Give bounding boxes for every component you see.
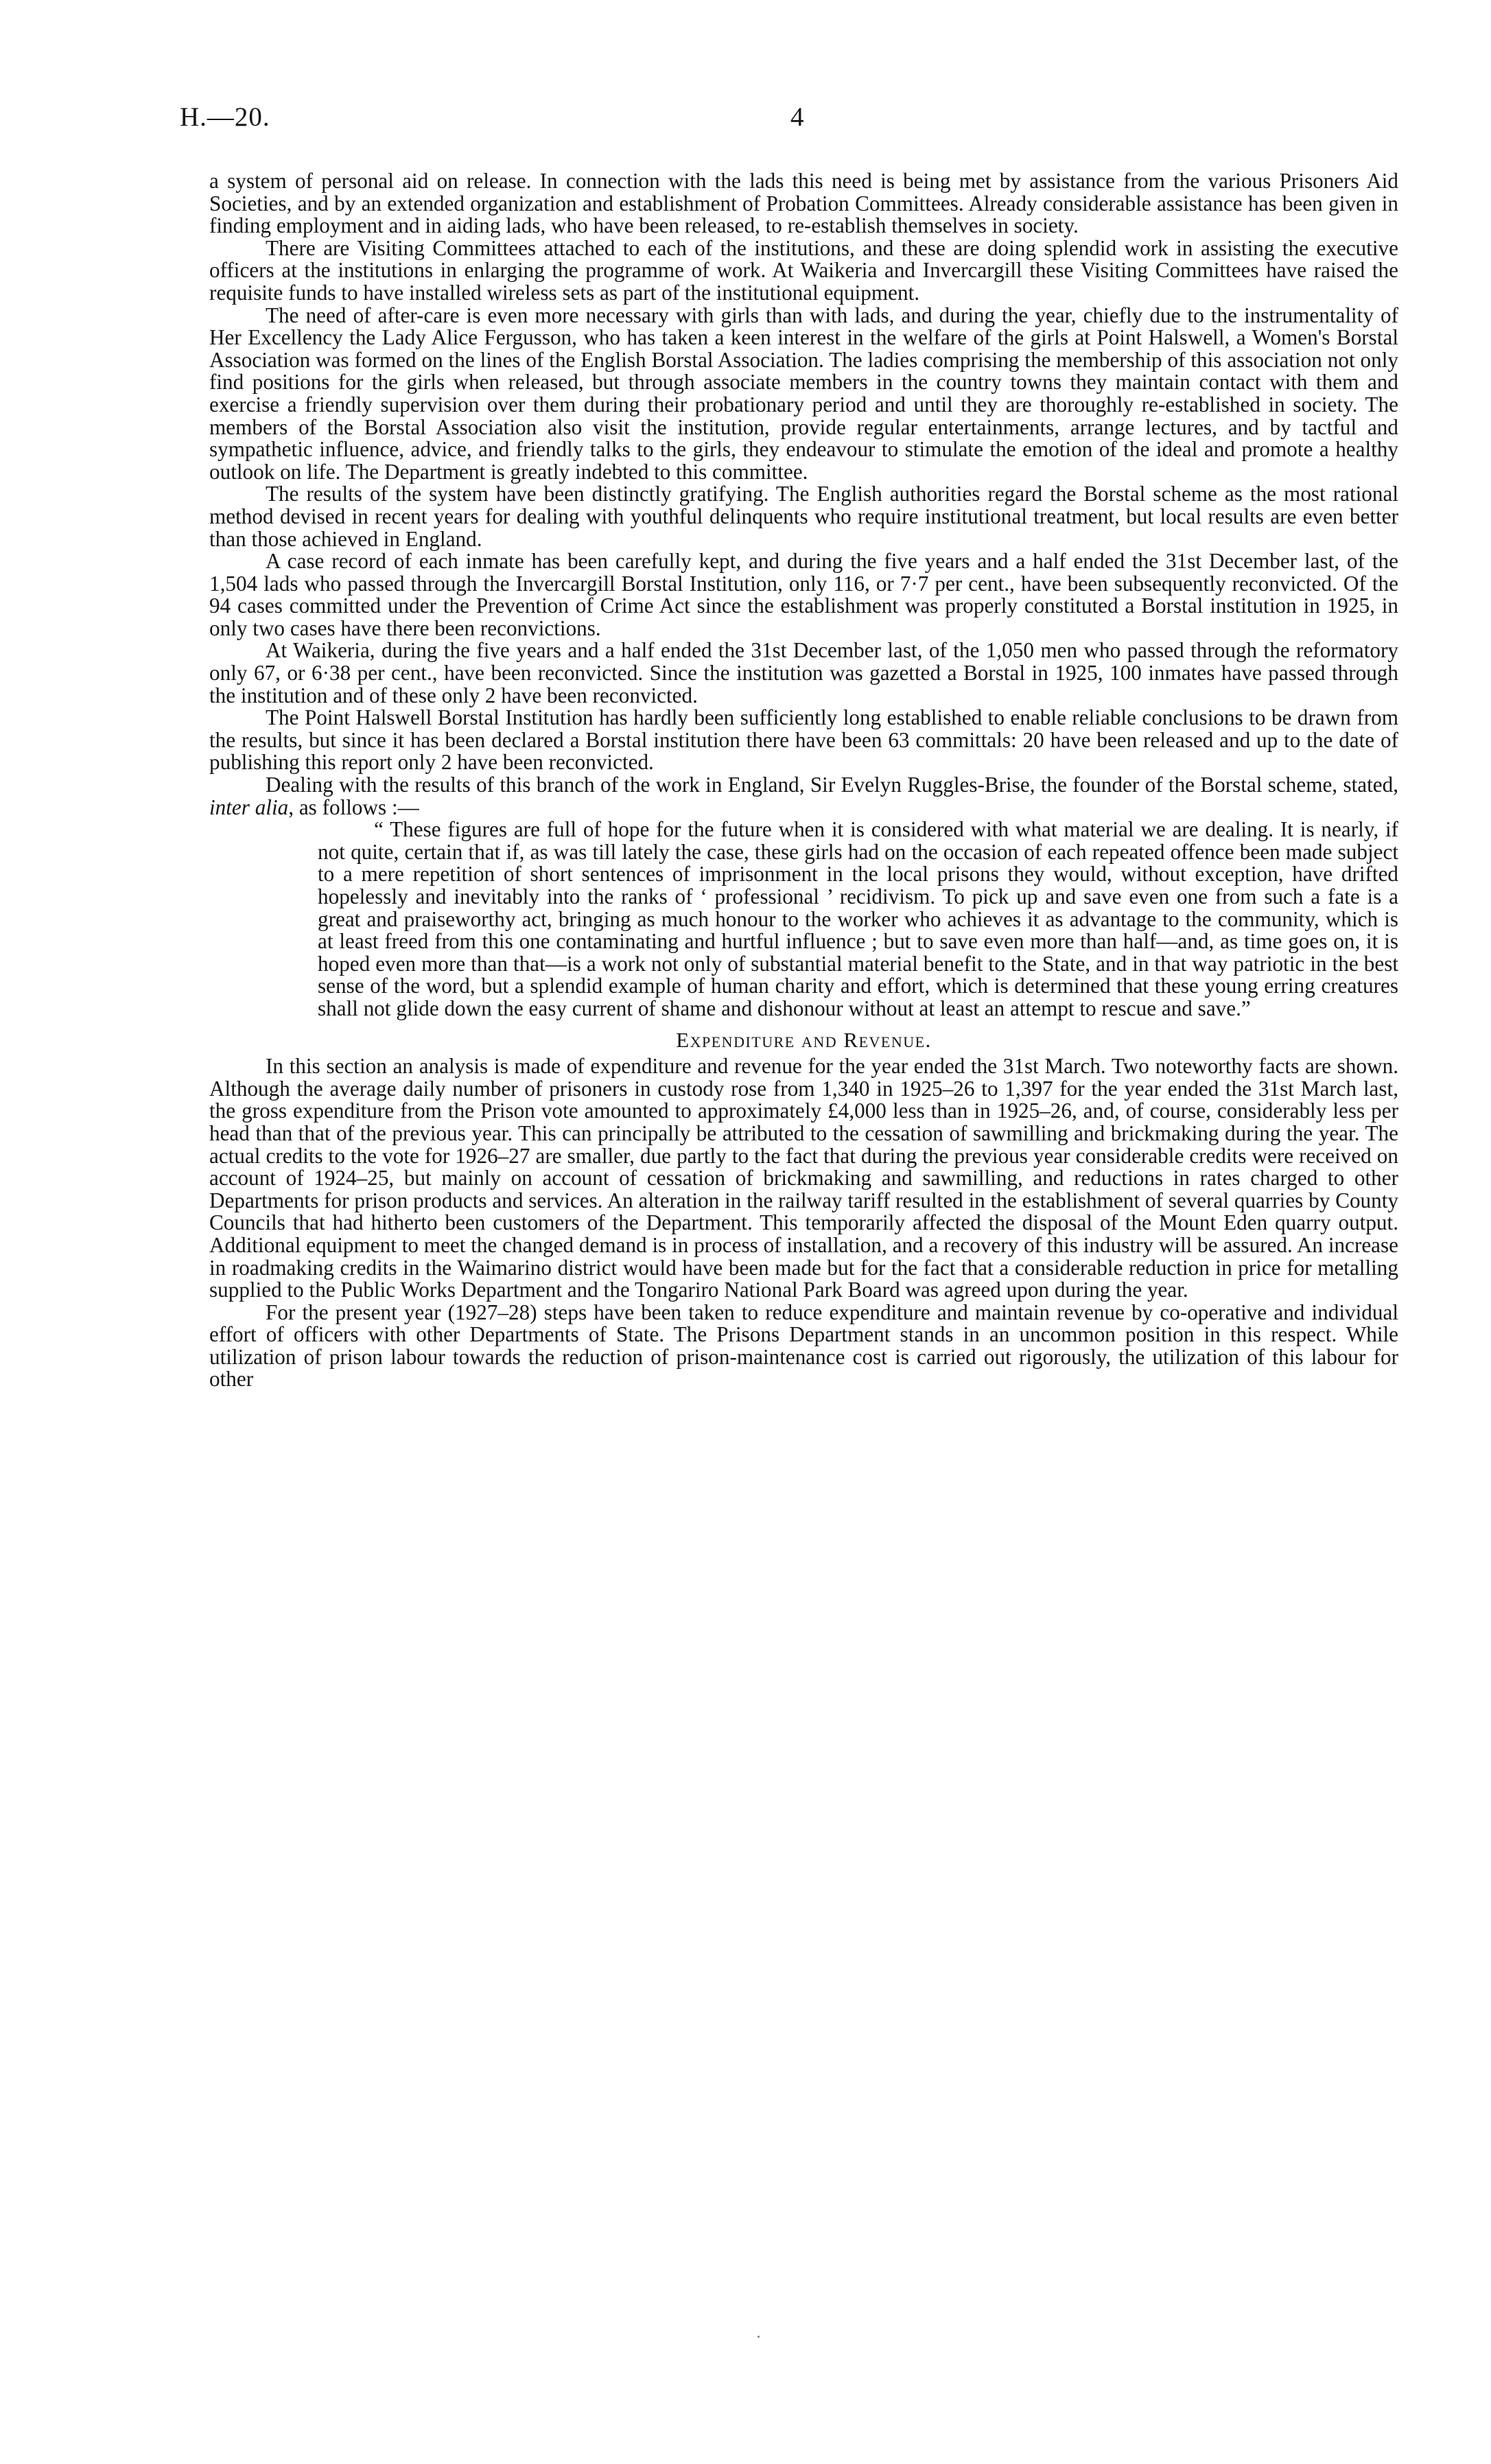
- intro-text-end: , as follows :—: [288, 795, 419, 819]
- paragraph-present-year: For the present year (1927–28) steps have been taken to reduce expenditure and maintain revenue by co-operative and individual effort of officers with other Departments of State. The Prisons Department stands in an uncommon position in this respect. While utilization of prison labour towards the reduction of prison-maintenance cost is carried out rigorously, the utilization of this labour for other: [209, 1300, 1398, 1392]
- block-quote: “ These figures are full of hope for the future when it is considered with what material we are dealing. It is nearly, if not quite, certain that if, as was till lately the case, these girls had on the occasion of each repeated offence been made subject to a mere repetition of short sentences of imprisonment in the local prisons they would, without exception, have drifted hopelessly and inevitably into the ranks of ‘ professional ’ recidivism. To pick up and save even one from such a fate is a great and praiseworthy act, bringing as much honour to the worker who achieves it as advantage to the community, which is at least freed from this one contaminating and hurtful influence ; but to save even more than half—and, as time goes on, it is hoped even more than that—is a work not only of substantial material benefit to the State, and in that way patriotic in the best sense of the word, but a splendid example of human charity and effort, which is determined that these young erring creatures shall not glide down the easy current of shame and dishonour without at least an attempt to rescue and save.”: [318, 817, 1398, 1020]
- paragraph-point-halswell: The Point Halswell Borstal Institution has hardly been sufficiently long established to enable reliable conclusions to be drawn from the results, but since it has been declared a Borstal institution there have been 63 committals: 20 have been released and up to the date of publishing this report only 2 have been reconvicted.: [209, 705, 1398, 775]
- paragraph-expenditure-analysis: In this section an analysis is made of expenditure and revenue for the year ended the 31st March. Two noteworthy facts are shown. Although the average daily number of prisoners in custody rose from 1,340 in 1925–26 to 1,397 for the year ended the 31st March last, the gross expenditure from the Prison vote amounted to approximately £4,000 less than in 1925–26, and, of course, considerably less per head than that of the previous year. This can principally be attributed to the cessation of sawmilling and brickmaking during the year. The actual credits to the vote for 1926–27 are smaller, due partly to the fact that during the previous year considerable credits were received on account of 1924–25, but mainly on account of cessation of brickmaking and sawmilling, and reductions in rates charged to other Departments for prison products and services. An alteration in the railway tariff resulted in the establishment of several quarries by County Councils that had hitherto been customers of the Department. This temporarily affected the disposal of the Mount Eden quarry output. Additional equipment to meet the changed demand is in process of installation, and a recovery of this industry will be assured. An increase in roadmaking credits in the Waimarino district would have been made but for the fact that a considerable reduction in price for metalling supplied to the Public Works Department and the Tongariro National Park Board was agreed upon during the year.: [209, 1054, 1398, 1302]
- section-heading: Expenditure and Revenue.: [676, 1027, 932, 1052]
- paragraph-after-care-girls: The need of after-care is even more necessary with girls than with lads, and during the year, chiefly due to the instrumentality of Her Excellency the Lady Alice Fergusson, who has taken a keen interest in the welfare of the girls at Point Halswell, a Women's Borstal Association was formed on the lines of the English Borstal Association. The ladies comprising the membership of this association not only find positions for the girls when released, but through associate members in the country towns they maintain contact with them and exercise a friendly supervision over them during their probationary period and until they are thoroughly re-established in society. The members of the Borstal Association also visit the institution, provide regular entertainments, arrange lectures, and by tactful and sympathetic influence, advice, and friendly talks to the girls, they endeavour to stimulate the emotion of the ideal and promote a healthy outlook on life. The Department is greatly indebted to this committee.: [209, 303, 1398, 484]
- paragraph-invercargill-records: A case record of each inmate has been carefully kept, and during the five years and a half ended the 31st December last, of the 1,504 lads who passed through the Invercargill Borstal Institution, only 116, or 7·7 per cent., have been subsequently reconvicted. Of the 94 cases committed under the Prevention of Crime Act since the establishment was properly constituted a Borstal institution in 1925, in only two cases have there been reconvictions.: [209, 549, 1398, 640]
- paragraph-personal-aid: a system of personal aid on release. In connection with the lads this need is being met by assistance from the various Prisoners Aid Societies, and by an extended organization and establishment of Probation Committees. Already considerable assistance has been given in finding employment and in aiding lads, who have been released, to re-establish themselves in society.: [209, 169, 1398, 238]
- intro-text: Dealing with the results of this branch of the work in England, Sir Evelyn Ruggles-Brise, the founder of the Borstal scheme, stated,: [266, 773, 1398, 797]
- latin-phrase: inter alia: [209, 795, 289, 819]
- paragraph-results-of-system: The results of the system have been distinctly gratifying. The English authorities regard the Borstal scheme as the most rational method devised in recent years for dealing with youthful delinquents who require institutional treatment, but local results are even better than those achieved in England.: [209, 482, 1398, 551]
- page-number: 4: [790, 102, 804, 132]
- paragraph-ruggles-brise-intro: [209, 774, 1398, 819]
- body-text: [209, 170, 1398, 1391]
- paragraph-visiting-committees: There are Visiting Committees attached to each of the institutions, and these are doing splendid work in assisting the executive officers at the institutions in enlarging the programme of work. At Waikeria and Invercargill these Visiting Committees have raised the requisite funds to have installed wireless sets as part of the institutional equipment.: [209, 235, 1398, 305]
- paragraph-waikeria-results: At Waikeria, during the five years and a half ended the 31st December last, of the 1,050 men who passed through the reformatory only 67, or 6·38 per cent., have been reconvicted. Since the institution was gazetted a Borstal in 1925, 100 inmates have passed through the institution and of these only 2 have been reconvicted.: [209, 638, 1398, 707]
- report-reference: H.—20.: [180, 102, 270, 132]
- page-header: [180, 102, 1401, 143]
- page-speck: [758, 2336, 760, 2338]
